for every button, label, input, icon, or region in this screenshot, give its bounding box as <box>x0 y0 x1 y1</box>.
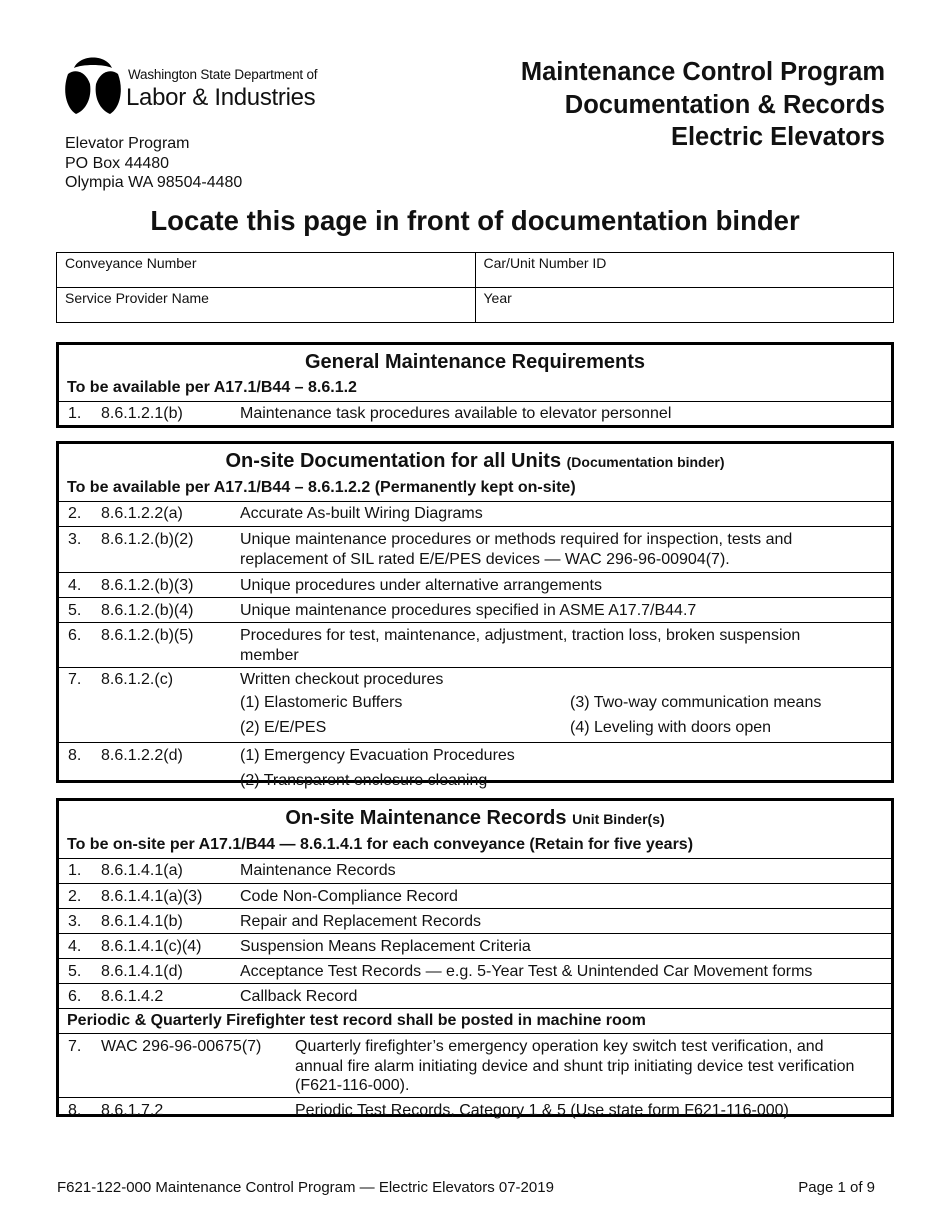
item-code: 8.6.1.4.1(a)(3) <box>101 888 203 905</box>
item-code: 8.6.1.2.(b)(3) <box>101 577 194 594</box>
item-number: 1. <box>68 862 82 879</box>
item-code: 8.6.1.2.(b)(5) <box>101 627 194 644</box>
form-footer-id: F621-122-000 Maintenance Control Program — Electric Elevators 07-2019 <box>57 1179 554 1196</box>
item-description: Suspension Means Replacement Criteria <box>240 938 531 955</box>
item-description: Quarterly firefighter’s emergency operation key switch test verification, and annual fire alarm initiating device and shunt trip initiating device test verification (F621-116-000). <box>295 1038 855 1094</box>
item-number: 8. <box>68 747 82 764</box>
item-description: Unique maintenance procedures or methods required for inspection, tests and replacement of SIL rated E/E/PES devices — WAC 296-96-00904(7). <box>240 531 793 568</box>
service-provider-field[interactable]: Service Provider Name <box>57 288 476 323</box>
item-description: Unique procedures under alternative arrangements <box>240 577 602 594</box>
item-number: 5. <box>68 963 82 980</box>
section-title-note: Unit Binder(s) <box>572 811 665 827</box>
section-title-note: (Documentation binder) <box>566 454 725 470</box>
list-item <box>59 933 891 958</box>
item-number: 3. <box>68 531 82 548</box>
item-number: 1. <box>68 405 82 422</box>
item-code: 8.6.1.2.(b)(2) <box>101 531 194 548</box>
title-line: Maintenance Control Program <box>520 58 885 86</box>
general-maintenance-section <box>56 342 894 428</box>
list-item <box>59 883 891 908</box>
item-number: 7. <box>68 671 82 688</box>
item-description: Written checkout procedures <box>240 671 444 688</box>
item-number: 4. <box>68 938 82 955</box>
conveyance-number-field[interactable]: Conveyance Number <box>57 253 476 288</box>
item-code: 8.6.1.4.1(a) <box>101 862 183 879</box>
item-number: 8. <box>68 1102 82 1119</box>
section-subtitle: To be on-site per A17.1/B44 — 8.6.1.4.1 for each conveyance (Retain for five years) <box>67 836 694 853</box>
li-logo <box>62 54 332 118</box>
item-description: (2) Transparent enclosure cleaning <box>240 771 488 789</box>
item-description: Accurate As-built Wiring Diagrams <box>240 505 483 522</box>
page-instruction: Locate this page in front of documentation binder <box>150 205 800 236</box>
list-item <box>59 501 891 526</box>
section-title: General Maintenance Requirements <box>304 351 646 373</box>
title-line: Documentation & Records <box>564 90 885 119</box>
item-code: 8.6.1.4.1(d) <box>101 963 183 980</box>
list-item <box>59 958 891 983</box>
list-item <box>59 908 891 933</box>
item-code: 8.6.1.4.1(c)(4) <box>101 938 202 955</box>
list-item <box>59 572 891 597</box>
checkout-item: (1) Elastomeric Buffers <box>240 694 403 711</box>
item-description: Acceptance Test Records — e.g. 5-Year Test & Unintended Car Movement forms <box>240 963 813 980</box>
checkout-item: (4) Leveling with doors open <box>570 719 772 736</box>
list-item <box>59 597 891 622</box>
item-number: 2. <box>68 888 82 905</box>
logo-agency-text: Labor & Industries <box>126 84 316 111</box>
item-description: (1) Emergency Evacuation Procedures <box>240 747 515 764</box>
item-code: WAC 296-96-00675(7) <box>101 1038 262 1055</box>
item-code: 8.6.1.4.2 <box>101 988 164 1005</box>
item-description: Periodic Test Records, Category 1 & 5 (Use state form F621-116-000) <box>295 1102 789 1119</box>
section-subtitle: To be available per A17.1/B44 – 8.6.1.2 <box>67 379 357 396</box>
item-description: Callback Record <box>240 988 358 1005</box>
list-item <box>59 401 891 424</box>
item-number: 3. <box>68 913 82 930</box>
document-title <box>521 56 885 154</box>
item-code: 8.6.1.2.(b)(4) <box>101 602 194 619</box>
item-description: Maintenance task procedures available to elevator personnel <box>240 405 672 422</box>
item-number: 7. <box>68 1038 82 1055</box>
item-number: 6. <box>68 627 82 644</box>
section-title <box>59 449 891 474</box>
item-description: Code Non-Compliance Record <box>240 888 458 905</box>
checkout-item: (2) E/E/PES <box>240 719 327 736</box>
item-code: 8.6.1.7.2 <box>101 1102 164 1119</box>
section-title-main: On-site Documentation for all Units <box>225 450 562 472</box>
section-title-main: On-site Maintenance Records <box>285 807 567 829</box>
item-description: Procedures for test, maintenance, adjustment, traction loss, broken suspension member <box>240 627 801 664</box>
address-line: PO Box 44480 <box>65 154 170 172</box>
list-item <box>59 983 891 1008</box>
item-number: 6. <box>68 988 82 1005</box>
year-field[interactable]: Year <box>475 288 894 323</box>
mailing-address <box>65 134 242 193</box>
list-item <box>59 858 891 883</box>
item-number: 5. <box>68 602 82 619</box>
periodic-heading: Periodic & Quarterly Firefighter test record shall be posted in machine room <box>59 1008 891 1033</box>
logo-department-text: Washington State Department of <box>128 67 318 82</box>
checkout-row <box>59 717 891 742</box>
car-unit-id-field[interactable]: Car/Unit Number ID <box>475 253 894 288</box>
onsite-documentation-section <box>56 441 894 789</box>
section-subtitle: To be available per A17.1/B44 – 8.6.1.2.2 (Permanently kept on-site) <box>67 479 576 496</box>
section-title <box>59 806 891 831</box>
item-code: 8.6.1.2.2(d) <box>101 747 183 764</box>
list-item <box>59 742 891 791</box>
item-code: 8.6.1.2.2(a) <box>101 505 183 522</box>
item-number: 4. <box>68 577 82 594</box>
checkout-item: (3) Two-way communication means <box>570 694 822 711</box>
item-code: 8.6.1.4.1(b) <box>101 913 183 930</box>
li-logo-icon <box>62 54 122 118</box>
page-number: Page 1 of 9 <box>798 1179 875 1196</box>
item-description: Repair and Replacement Records <box>240 913 482 930</box>
conveyance-info-table <box>56 252 894 323</box>
address-line: Olympia WA 98504-4480 <box>65 174 243 191</box>
item-description: Unique maintenance procedures specified in ASME A17.7/B44.7 <box>240 602 697 619</box>
item-code: 8.6.1.2.1(b) <box>101 405 183 422</box>
item-number: 2. <box>68 505 82 522</box>
item-code: 8.6.1.2.(c) <box>101 671 174 688</box>
address-line: Elevator Program <box>65 135 190 152</box>
checkout-row <box>59 692 891 717</box>
list-item <box>59 667 891 692</box>
list-item <box>59 622 891 667</box>
list-item <box>59 1033 891 1097</box>
list-item <box>59 1097 891 1121</box>
title-line: Electric Elevators <box>670 123 885 151</box>
maintenance-records-section <box>56 798 894 1117</box>
item-description: Maintenance Records <box>240 862 396 879</box>
list-item <box>59 526 891 572</box>
